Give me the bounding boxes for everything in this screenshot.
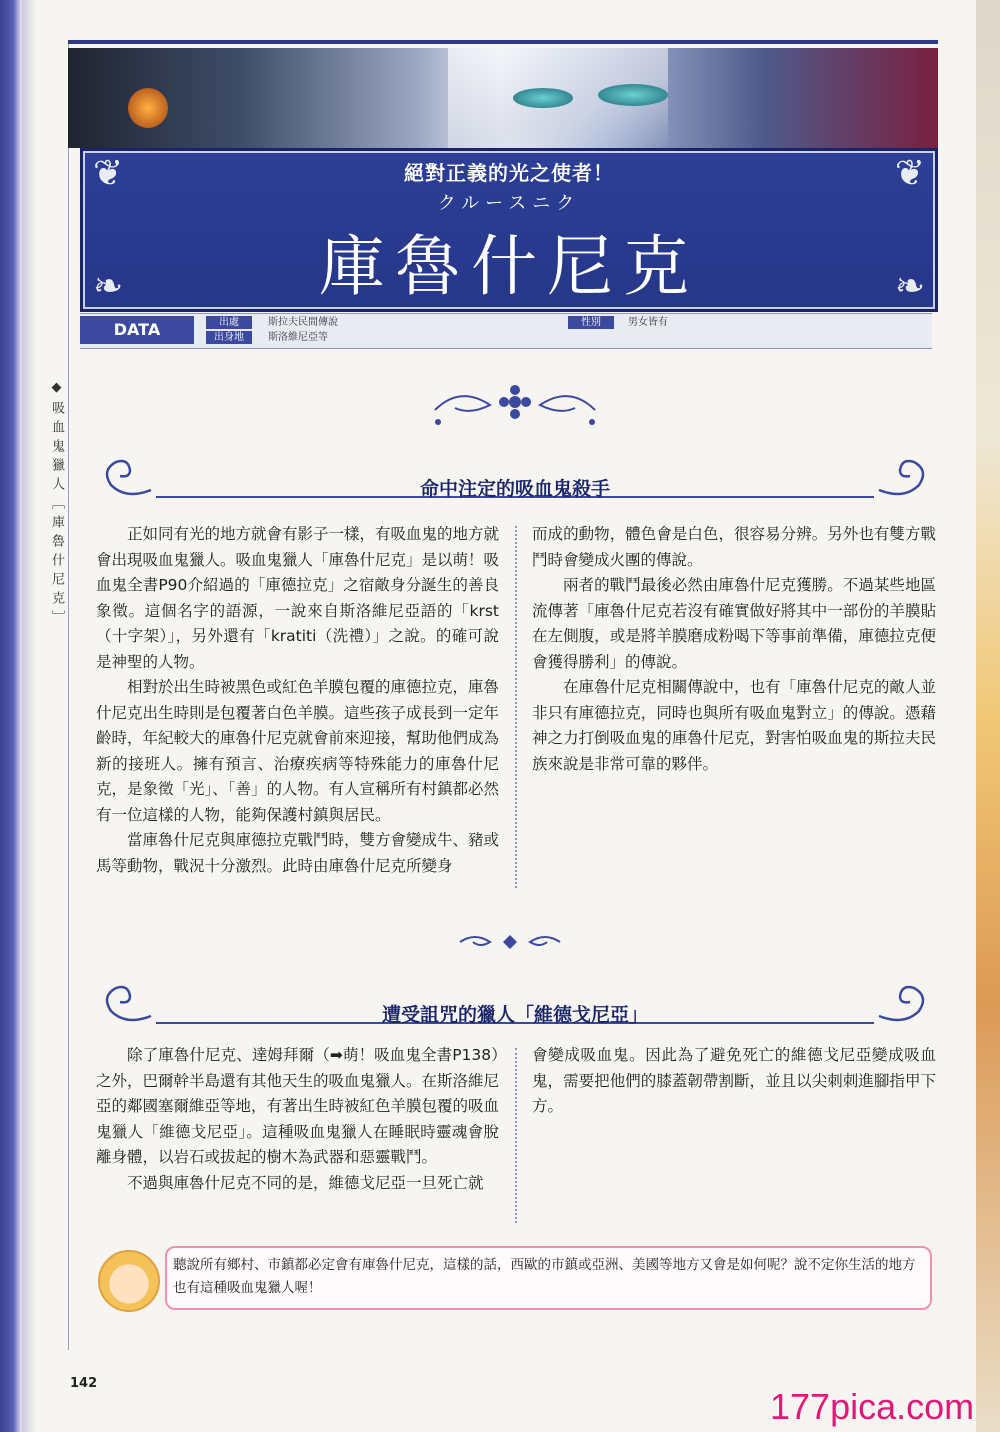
page-title: 庫魯什尼克 (319, 228, 699, 305)
section2-left-column (96, 1043, 499, 1196)
column-divider (515, 1048, 517, 1223)
book-spine-shadow (22, 0, 36, 1432)
flourish-icon: ❧ (93, 266, 124, 307)
paragraph: 兩者的戰鬥最後必然由庫魯什尼克獲勝。不過某些地區流傳著「庫魯什尼克若沒有確實做好將其中一部份的羊膜貼在左側腹，或是將羊膜磨成粉喝下等事前準備，庫德拉克便會獲得勝利」的傳說。 (532, 576, 936, 671)
title-box (80, 148, 938, 312)
data-key-origin: 出處 (206, 316, 252, 329)
section1-right-column (532, 522, 936, 777)
section-heading-text: 命中注定的吸血鬼殺手 (419, 478, 610, 500)
section1-left-column (96, 522, 499, 879)
section-heading-1 (96, 468, 934, 504)
paragraph: 正如同有光的地方就會有影子一樣，有吸血鬼的地方就會出現吸血鬼獵人。吸血鬼獵人「庫魯什尼克」是以萌！吸血鬼全書P90介紹過的「庫德拉克」之宿敵身分誕生的善良象徵。這個名字的語源，一說來自斯洛維尼亞語的「krst（十字架）」，另外還有「kratiti（洗禮）」之說。的確可說是神聖的人物。 (96, 525, 500, 671)
paragraph: 而成的動物，體色會是白色，很容易分辨。另外也有雙方戰鬥時會變成火團的傳說。 (532, 525, 936, 569)
section2-right-column (532, 1043, 936, 1120)
paragraph: 不過與庫魯什尼克不同的是，維德戈尼亞一旦死亡就 (127, 1173, 484, 1192)
header-artwork (68, 48, 938, 148)
flourish-icon: ❦ (894, 153, 925, 194)
paragraph: 相對於出生時被黑色或紅色羊膜包覆的庫德拉克，庫魯什尼克出生時則是包覆著白色羊膜。這些孩子成長到一定年齡時，年紀較大的庫魯什尼克就會前來迎接，幫助他們成為新的接班人。擁有預言、治療疾病等特殊能力的庫魯什尼克，是象徵「光」、「善」的人物。有人宣稱所有村鎮都必然有一位這樣的人物，能夠保護村鎮與居民。 (96, 678, 500, 824)
flourish-icon: ❧ (894, 266, 925, 307)
top-rule (68, 40, 938, 44)
page-number: 142 (70, 1376, 98, 1391)
paragraph: 會變成吸血鬼。因此為了避免死亡的維德戈尼亞變成吸血鬼，需要把他們的膝蓋韌帶割斷，並且以尖刺刺進腳指甲下方。 (532, 1046, 936, 1115)
paragraph: 當庫魯什尼克與庫德拉克戰鬥時，雙方會變成牛、豬或馬等動物，戰況十分激烈。此時由庫魯什尼克所變身 (96, 831, 500, 875)
artwork-eye-right (598, 84, 668, 106)
page-subtitle: 絕對正義的光之使者！ (404, 161, 614, 185)
title-kana: クルースニク (437, 193, 581, 214)
data-bar (80, 313, 932, 349)
tip-box (165, 1246, 932, 1310)
chapter-side-label: ◆吸血鬼獵人［庫魯什尼克］ (49, 380, 64, 629)
book-spine (0, 0, 22, 1432)
data-value-birthplace: 斯洛維尼亞等 (268, 332, 328, 343)
data-value-gender: 男女皆有 (628, 317, 668, 328)
column-divider (515, 526, 517, 888)
artwork-eye-left (513, 88, 573, 108)
paragraph: 在庫魯什尼克相關傳說中，也有「庫魯什尼克的敵人並非只有庫德拉克，同時也與所有吸血鬼對立」的傳說。憑藉神之力打倒吸血鬼的庫魯什尼克，對害怕吸血鬼的斯拉夫民族來說是非常可靠的夥伴。 (532, 678, 936, 773)
mascot-avatar (98, 1250, 160, 1312)
divider-ornament-icon (455, 930, 565, 952)
data-label: DATA (80, 316, 194, 344)
section-heading-2 (96, 994, 934, 1030)
data-key-gender: 性別 (568, 316, 614, 329)
tip-text: 聽說所有鄉村、市鎮都必定會有庫魯什尼克，這樣的話，西歐的市鎮或亞洲、美國等地方又會是如何呢？說不定你生活的地方也有這種吸血鬼獵人喔！ (173, 1257, 916, 1296)
data-key-birthplace: 出身地 (206, 331, 252, 344)
flourish-icon: ❦ (93, 153, 124, 194)
section-heading-text: 遭受詛咒的獵人「維德戈尼亞」 (381, 1004, 648, 1026)
flower-ornament-icon (430, 380, 600, 430)
artwork-glow (128, 88, 168, 128)
watermark: 177pica.com (770, 1386, 975, 1427)
next-page-edge (976, 0, 1000, 1432)
data-value-origin: 斯拉夫民間傳說 (268, 317, 338, 328)
paragraph: 除了庫魯什尼克、達姆拜爾（➡萌！吸血鬼全書P138）之外，巴爾幹半島還有其他天生的吸血鬼獵人。在斯洛維尼亞的鄰國塞爾維亞等地，有著出生時被紅色羊膜包覆的吸血鬼獵人「維德戈尼亞」。這種吸血鬼獵人在睡眠時靈魂會脫離身體，以岩石或拔起的樹木為武器和惡靈戰鬥。 (96, 1046, 500, 1166)
